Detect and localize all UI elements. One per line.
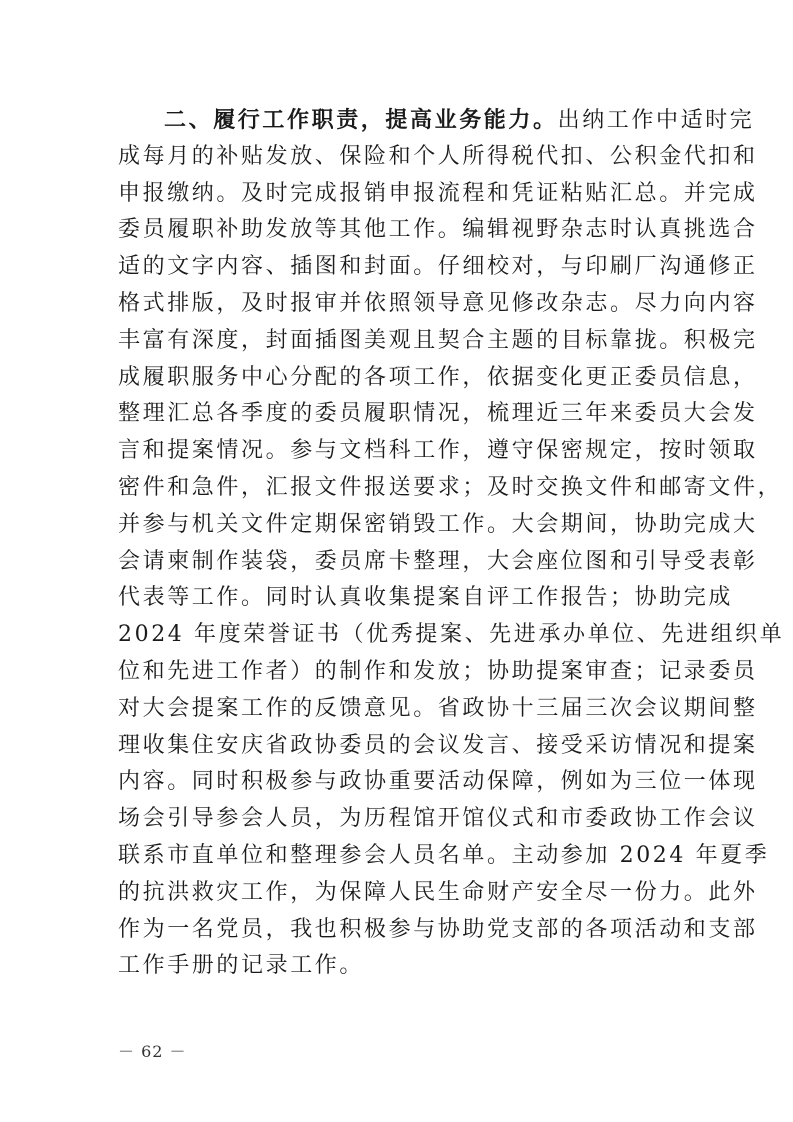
text-line: 成履职服务中心分配的各项工作，依据变化更正委员信息， — [118, 364, 758, 390]
paragraph-first-line — [118, 102, 755, 139]
text-line: 的抗洪救灾工作，为保障人民生命财产安全尽一份力。此外 — [118, 879, 758, 905]
text-line: 密件和急件，汇报文件报送要求；及时交换文件和邮寄文件， — [118, 474, 783, 500]
text-line: 内容。同时积极参与政协重要活动保障，例如为三位一体现 — [118, 769, 758, 795]
text-line: 成每月的补贴发放、保险和个人所得税代扣、公积金代扣和 — [118, 143, 758, 169]
text-line: 代表等工作。同时认真收集提案自评工作报告；协助完成 — [118, 585, 734, 611]
text-line: 丰富有深度，封面插图美观且契合主题的目标靠拢。积极完 — [118, 327, 758, 353]
text-line: 适的文字内容、插图和封面。仔细校对，与印刷厂沟通修正 — [118, 254, 758, 280]
text-line: 联系市直单位和整理参会人员名单。主动参加 2024 年夏季 — [118, 842, 770, 868]
section-heading: 二、履行工作职责，提高业务能力。 — [164, 107, 558, 133]
text-line: 对大会提案工作的反馈意见。省政协十三届三次会议期间整 — [118, 695, 758, 721]
text-line: 理收集住安庆省政协委员的会议发言、接受采访情况和提案 — [118, 732, 758, 758]
text-line: 会请柬制作装袋，委员席卡整理，大会座位图和引导受表彰 — [118, 548, 758, 574]
text-line: 2024 年度荣誉证书（优秀提案、先进承办单位、先进组织单 — [118, 622, 785, 648]
text-line: 整理汇总各季度的委员履职情况，梳理近三年来委员大会发 — [118, 401, 758, 427]
text-line: 申报缴纳。及时完成报销申报流程和凭证粘贴汇总。并完成 — [118, 180, 758, 206]
text-line: 言和提案情况。参与文档科工作，遵守保密规定，按时领取 — [118, 438, 758, 464]
body-paragraph — [118, 102, 785, 985]
text-line: 格式排版，及时报审并依照领导意见修改杂志。尽力向内容 — [118, 290, 758, 316]
text-line: 作为一名党员，我也积极参与协助党支部的各项活动和支部 — [118, 916, 758, 942]
text-line: 工作手册的记录工作。 — [118, 953, 365, 979]
page-number: － 62 － — [118, 1042, 187, 1061]
text-line: 并参与机关文件定期保密销毁工作。大会期间，协助完成大 — [118, 511, 758, 537]
text-line: 位和先进工作者）的制作和发放；协助提案审查；记录委员 — [118, 658, 758, 684]
text-line: 委员履职补助发放等其他工作。编辑视野杂志时认真挑选合 — [118, 217, 758, 243]
text-line: 场会引导参会人员，为历程馆开馆仪式和市委政协工作会议 — [118, 806, 758, 832]
text-line: 出纳工作中适时完 — [557, 108, 755, 133]
